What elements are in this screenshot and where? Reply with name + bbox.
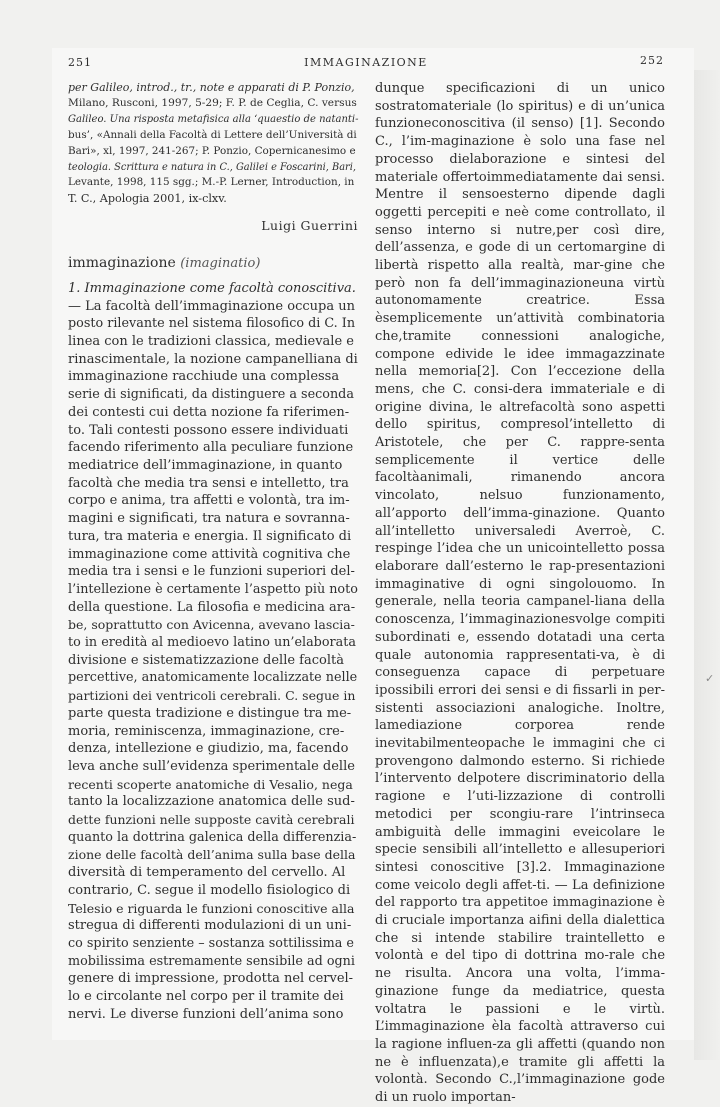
- text-line: mondo esterno. Si richiede l’intervento del: [375, 753, 665, 787]
- margin-mark: ✓: [705, 672, 715, 685]
- bib-line: Levante, 1998, 115 sgg.; M.-P. Lerner, Introduction, in: [68, 176, 355, 189]
- bib-line: bus’, «Annali della Facoltà di Lettere dell’Università di: [68, 128, 357, 141]
- text-line: leva anche sull’evidenza sperimentale delle: [68, 758, 355, 774]
- text-line: dunque specificazioni di un unico sostrato: [375, 81, 665, 114]
- text-line: va, è di conseguenza capace di perpetuare i: [375, 647, 665, 698]
- bib-line: teologia. Scrittura e natura in C., Galilei e Foscarini, Bari,: [68, 161, 356, 173]
- text-line: immediatamente dai sensi. Mentre il senso: [375, 169, 666, 203]
- text-line: animali, rimanendo ancora vincolato, nel: [375, 470, 665, 504]
- text-line: — La facoltà dell’immaginazione occupa un: [68, 298, 355, 314]
- text-line: tramite connessioni analogiche, compone e: [375, 328, 665, 362]
- page-number-right: 252: [640, 54, 664, 67]
- text-line: facoltà sono aspetti dello spiritus, compreso: [375, 399, 665, 433]
- text-line: l’intellezione è certamente l’aspetto più noto: [68, 581, 358, 597]
- text-line: dei contesti cui detta nozione fa riferimen-: [68, 404, 350, 420]
- text-line: stregua di differenti modulazioni di un uni-: [68, 918, 352, 934]
- text-line: ginazione. Quanto all’intelletto universale: [375, 505, 665, 539]
- text-line: percettive, anatomicamente localizzate nelle: [68, 670, 358, 686]
- text-line: contrario, C. segue il modello fisiologico di: [68, 882, 351, 898]
- text-line: immaginazione come attività cognitiva che: [68, 546, 351, 562]
- text-line: serie di significati, da distinguere a seconda: [68, 387, 354, 403]
- text-line: semplicemente un’attività combinatoria che,: [375, 311, 665, 344]
- text-line: corpo e anima, tra affetti e volontà, tra im-: [68, 493, 350, 509]
- entry-heading: [68, 253, 358, 274]
- text-line: opache le immagini che ci provengono dal: [375, 736, 665, 769]
- text-line: ginazione funge da mediatrice, questa volta: [375, 983, 665, 1017]
- text-line: l’immaginazione gode di un ruolo importan-: [375, 1072, 665, 1106]
- text-line: margine di libertà rispetto alla realtà, mar-: [375, 240, 665, 274]
- text-line: senta semplicemente il vertice delle facoltà: [375, 435, 665, 486]
- right-column: [375, 80, 665, 1107]
- text-line: e tramite gli affetti la volontà. Secondo C.,: [375, 1054, 665, 1088]
- page-edge-shadow: [694, 70, 720, 1060]
- text-line: esterno dipende dagli oggetti percepiti e ne: [375, 187, 665, 220]
- text-line: dette funzioni nelle supposte cavità cerebrali: [68, 812, 355, 828]
- text-line: posto rilevante nel sistema filosofico di C. In: [68, 316, 356, 332]
- text-line: facendo riferimento alla peculiare funzione: [68, 440, 354, 456]
- text-line: suo funzionamento, all’apporto dell’imma-: [375, 488, 665, 521]
- text-line: di Averroè, C. respinge l’idea che un unico: [375, 523, 665, 557]
- text-line: sistenti associazioni analogiche. Inoltre, la: [375, 700, 665, 734]
- text-line: quanto la dottrina galenica della differenzia-: [68, 829, 357, 845]
- text-line: facoltà che media tra sensi e intelletto, tra: [68, 475, 349, 491]
- text-line: parte questa tradizione e distingue tra me-: [68, 705, 352, 721]
- text-line: liana della conoscenza, l’immaginazione: [375, 594, 665, 628]
- author-signature: Luigi Guerrini: [261, 218, 358, 234]
- bib-line: Bari», xl, 1997, 241-267; P. Ponzio, Copernicanesimo e: [68, 144, 356, 157]
- text-line: tura, tra materia e energia. Il significato di: [68, 528, 352, 544]
- text-line: ti. — La definizione del rapporto tra appetito: [375, 877, 665, 911]
- text-line: dera immateriale e di origine divina, le altre: [375, 381, 665, 415]
- left-column: [68, 80, 358, 1023]
- text-line: tanto la localizzazione anatomica delle sud-: [68, 794, 355, 810]
- text-line: l’intelletto di Aristotele, che per C. rappre-: [375, 417, 665, 451]
- text-line: superiori sintesi conoscitive [3].: [375, 842, 665, 875]
- text-line: mediazione corporea rende inevitabilmente: [375, 718, 665, 752]
- text-line: to. Tali contesti possono essere individuati: [68, 422, 349, 438]
- running-head: [68, 56, 664, 72]
- text-line: presentazioni immaginative di ogni singolo: [375, 558, 665, 592]
- text-line: lizzazione di controlli metodici per scongiu-: [375, 789, 665, 822]
- text-line: divisione e sistematizzazione delle facoltà: [68, 652, 344, 668]
- text-line: nervi. Le diverse funzioni dell’anima sono: [68, 1006, 344, 1022]
- text-line: lo e circolante nel corpo per il tramite dei: [68, 989, 344, 1005]
- text-line: be, soprattutto con Avicenna, avevano lascia-: [68, 617, 355, 633]
- text-line: la facoltà attraverso cui la ragione influen-: [375, 1019, 665, 1052]
- text-line: immaginazione racchiude una complessa: [68, 369, 340, 385]
- text-line: per così dire, dell’assenza, e gode di un certo: [375, 222, 665, 256]
- text-line: to in eredità al medioevo latino un’elaborata: [68, 635, 356, 651]
- text-line: intelletto possa elaborare dall’esterno le rap-: [375, 541, 665, 574]
- text-line: magini e significati, tra natura e sovranna-: [68, 511, 350, 527]
- headword-latin: (imaginatio): [180, 255, 261, 271]
- bibliography: [68, 80, 358, 207]
- text-line: za gli affetti (quando non ne è influenzata),: [375, 1036, 665, 1070]
- text-line: materiale (lo spiritus) e di un’unica funzione: [375, 98, 665, 132]
- text-line: zione delle facoltà dell’anima sulla base della: [68, 847, 356, 863]
- bib-line: Milano, Rusconi, 1997, 5-29; F. P. de Ceglia, C. versus: [68, 96, 357, 109]
- running-title: IMMAGINAZIONE: [304, 56, 428, 69]
- text-line: conoscitiva (il senso) [1]. Secondo C., l’im-: [375, 116, 665, 150]
- text-line: partizioni dei ventricoli cerebrali. C. segue in: [68, 688, 356, 704]
- left-body-text: [68, 280, 358, 1024]
- text-line: media tra i sensi e le funzioni superiori del-: [68, 564, 355, 580]
- text-line: intelletto e volontà e del tipo di dottrina mo-: [375, 930, 666, 964]
- text-line: 1. Immaginazione come facoltà conoscitiva.: [68, 280, 356, 296]
- text-line: e immaginazione è di cruciale importanza ai: [375, 895, 665, 929]
- bib-line: T. C., Apologia 2001, ix-clxv.: [68, 192, 227, 206]
- text-line: rinascimentale, la nozione campanelliana di: [68, 351, 358, 367]
- text-line: rare l’intrinseca ambiguità delle immagini e: [375, 806, 665, 840]
- text-line: Telesio e riguarda le funzioni conoscitive alla: [68, 900, 355, 916]
- text-line: denza, intellezione e giudizio, ma, facendo: [68, 741, 349, 757]
- text-line: co spirito senziente – sostanza sottilissima e: [68, 935, 354, 951]
- bib-line: per Galileo, introd., tr., note e apparati di P. Ponzio,: [68, 81, 355, 94]
- text-line: di una certa quale autonomia rappresentati-: [375, 629, 665, 663]
- text-line: possibili errori dei sensi e di fissarli in per-: [379, 682, 665, 698]
- text-line: una virtù autonomamente creatrice. Essa è: [375, 275, 665, 327]
- text-line: potere discriminatorio della ragione e l’uti-: [375, 771, 665, 805]
- right-body-text: [375, 80, 665, 1107]
- text-line: diversità di temperamento del cervello. Al: [68, 865, 346, 881]
- text-line: uomo. In generale, nella teoria campanel-: [375, 576, 665, 610]
- text-line: divide le idee immagazzinate nella memoria: [375, 346, 665, 380]
- text-line: veicolare le specie sensibili all’intelletto e alle: [375, 824, 665, 858]
- text-line: è come controllato, il senso interno si nutre,: [375, 204, 665, 238]
- headword: immaginazione: [68, 254, 176, 271]
- text-line: mediatrice dell’immaginazione, in quanto: [68, 457, 343, 473]
- text-line: fini della dialettica che si intende stabilire tra: [375, 913, 665, 946]
- page-number-left: 251: [68, 56, 92, 69]
- text-line: linea con le tradizioni classica, medievale e: [68, 334, 354, 350]
- text-line: [2]. Con l’eccezione della mens, che C. consi-: [375, 364, 665, 397]
- text-line: della questione. La filosofia e medicina ara-: [68, 599, 356, 615]
- text-line: 2. Immaginazione come veicolo degli affet-: [375, 859, 665, 893]
- text-line: elaborazione e sintesi del materiale offerto: [375, 151, 666, 185]
- text-line: maginazione è solo una fase nel processo di: [375, 134, 665, 167]
- text-line: genere di impressione, prodotta nel cervel-: [68, 971, 354, 987]
- text-line: rale che ne risulta. Ancora una volta, l’imma-: [375, 948, 666, 982]
- bib-line: Galileo. Una risposta metafisica alla ‘quaestio de natanti-: [68, 113, 359, 125]
- text-line: gine che però non fa dell’immaginazione: [375, 258, 665, 291]
- text-line: moria, reminiscenza, immaginazione, cre-: [68, 723, 345, 739]
- text-line: recenti scoperte anatomiche di Vesalio, nega: [68, 776, 353, 792]
- text-line: svolge compiti subordinati e, essendo dotata: [375, 612, 665, 645]
- text-line: tra le passioni e le virtù. L’immaginazione è: [375, 1001, 665, 1035]
- text-line: mobilissima estremamente sensibile ad ogni: [68, 953, 355, 969]
